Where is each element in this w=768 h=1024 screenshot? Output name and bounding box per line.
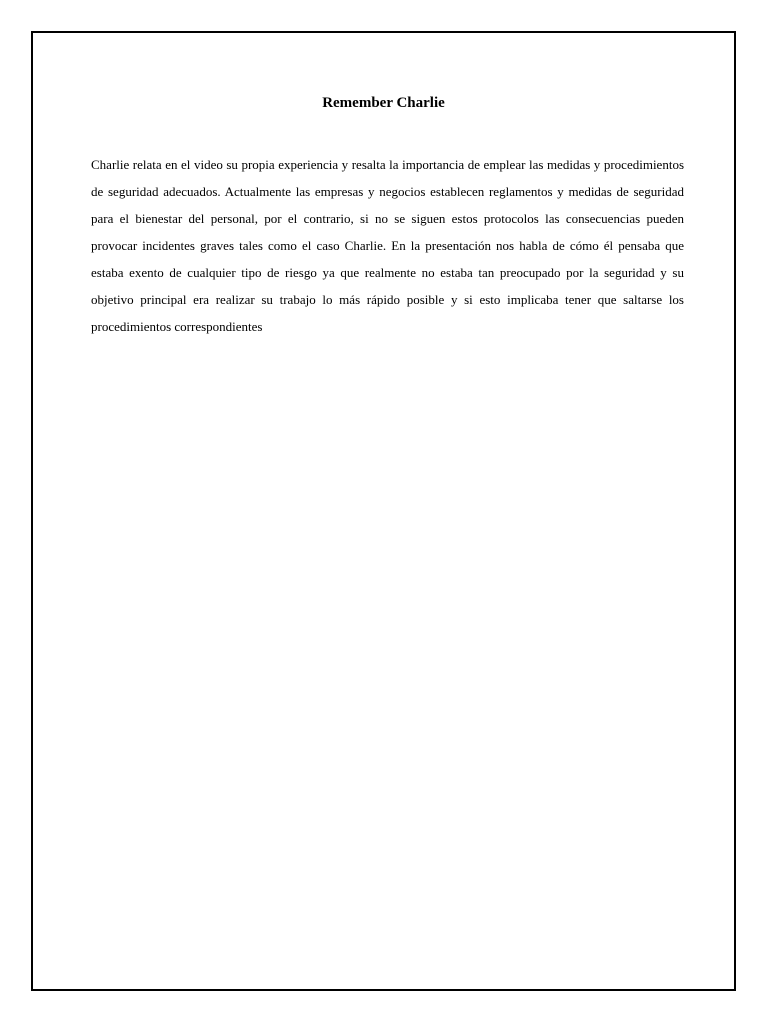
document-paragraph: Charlie relata en el video su propia experiencia y resalta la importancia de emplear las medidas y procedimientos de seguridad adecuados. Actualmente las empresas y negocios establecen reglamentos y medidas de seguridad para el bienestar del personal, por el contrario, si no se siguen estos protocolos las consecuencias pueden provocar incidentes graves tales como el caso Charlie. En la presentación nos habla de cómo él pensaba que estaba exento de cualquier tipo de riesgo ya que realmente no estaba tan preocupado por la seguridad y su objetivo principal era realizar su trabajo lo más rápido posible y si esto implicaba tener que saltarse los procedimientos correspondientes	[91, 157, 684, 334]
document-title: Remember Charlie	[322, 95, 445, 111]
document-page	[31, 31, 736, 991]
